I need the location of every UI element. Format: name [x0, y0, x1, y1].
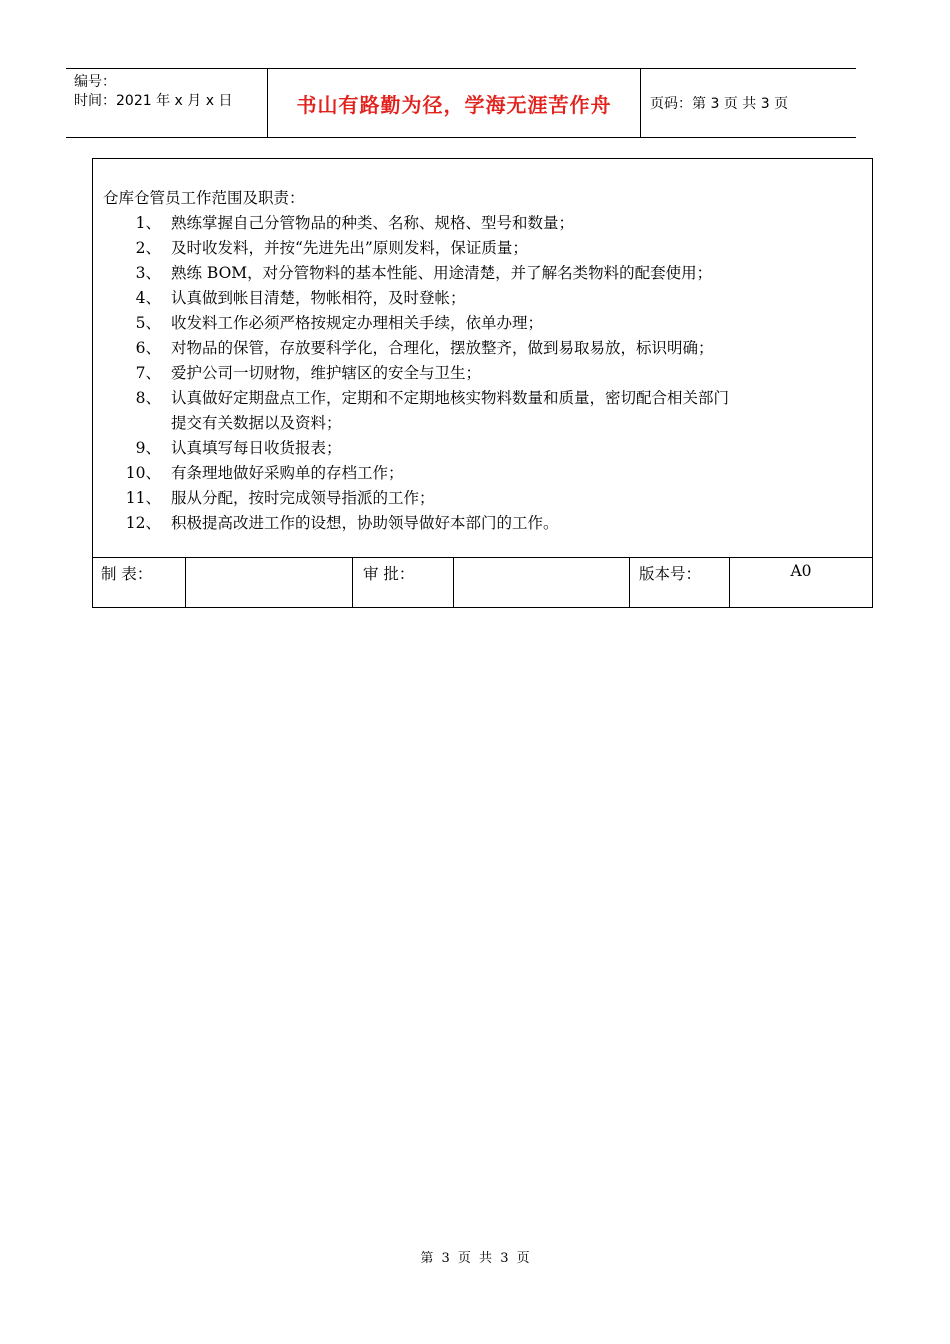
list-item-number: 11、	[125, 489, 161, 507]
list-item-text	[171, 336, 866, 361]
duty-table	[92, 158, 873, 608]
page-footer: 第 3 页 共 3 页	[420, 1251, 530, 1266]
list-item-text	[171, 386, 866, 436]
list-item-line: 认真做到帐目清楚，物帐相符，及时登帐；	[171, 289, 466, 307]
version-label: 版本号：	[639, 565, 702, 583]
list-item-text	[171, 436, 866, 461]
list-item-line: 对物品的保管，存放要科学化，合理化，摆放整齐，做到易取易放，标识明确；	[171, 339, 714, 357]
list-item-text	[171, 236, 866, 261]
list-item-line: 收发料工作必须严格按规定办理相关手续，依单办理；	[171, 314, 544, 332]
list-item-text	[171, 286, 866, 311]
list-item-text	[171, 311, 866, 336]
number-label: 编号：	[74, 74, 116, 90]
list-item-text	[171, 261, 866, 286]
list-item	[103, 511, 866, 536]
time-label: 时间：2021 年 x 月 x 日	[74, 93, 233, 109]
section-title: 仓库仓管员工作范围及职责：	[103, 189, 305, 207]
list-item-number: 1、	[135, 214, 161, 232]
list-item-number: 3、	[135, 264, 161, 282]
duty-content	[103, 186, 866, 536]
approve-value-cell[interactable]	[453, 558, 630, 608]
list-item	[103, 311, 866, 336]
list-item	[103, 486, 866, 511]
list-item-line: 积极提高改进工作的设想，协助领导做好本部门的工作。	[171, 514, 559, 532]
list-item	[103, 336, 866, 361]
list-item	[103, 286, 866, 311]
list-item-number: 12、	[125, 514, 161, 532]
list-item-text	[171, 211, 866, 236]
header-motto: 书山有路勤为径，学海无涯苦作舟	[296, 92, 612, 117]
list-item	[103, 261, 866, 286]
made-by-value-cell[interactable]	[185, 558, 353, 608]
version-value: A0	[790, 562, 812, 580]
list-item-line: 服从分配，按时完成领导指派的工作；	[171, 489, 435, 507]
made-by-label-cell	[93, 558, 185, 608]
signature-row	[93, 557, 872, 608]
list-item-number: 9、	[135, 439, 161, 457]
list-item	[103, 386, 866, 436]
duty-list	[103, 211, 866, 536]
list-item	[103, 236, 866, 261]
list-item-number: 2、	[135, 239, 161, 257]
version-value-cell	[729, 558, 872, 608]
header-meta	[74, 73, 232, 111]
list-item-number: 10、	[125, 464, 161, 482]
approve-label: 审 批：	[363, 565, 415, 583]
list-item-line: 提交有关数据以及资料；	[171, 414, 342, 432]
list-item	[103, 361, 866, 386]
list-item-line: 有条理地做好采购单的存档工作；	[171, 464, 404, 482]
header-divider	[640, 69, 641, 137]
list-item-text	[171, 486, 866, 511]
list-item-number: 8、	[135, 389, 161, 407]
list-item	[103, 211, 866, 236]
list-item-text	[171, 461, 866, 486]
made-by-label: 制 表：	[101, 565, 153, 583]
list-item-line: 认真做好定期盘点工作，定期和不定期地核实物料数量和质量，密切配合相关部门	[171, 389, 730, 407]
page-code: 页码：第 3 页 共 3 页	[650, 96, 789, 112]
list-item-number: 4、	[135, 289, 161, 307]
list-item-line: 熟练掌握自己分管物品的种类、名称、规格、型号和数量；	[171, 214, 575, 232]
list-item	[103, 461, 866, 486]
list-item-text	[171, 511, 866, 536]
approve-label-cell	[352, 558, 454, 608]
list-item-number: 7、	[135, 364, 161, 382]
list-item-line: 爱护公司一切财物，维护辖区的安全与卫生；	[171, 364, 482, 382]
version-label-cell	[629, 558, 730, 608]
page-header	[66, 68, 856, 138]
list-item-number: 5、	[135, 314, 161, 332]
list-item-text	[171, 361, 866, 386]
list-item-line: 认真填写每日收货报表；	[171, 439, 342, 457]
list-item-line: 熟练 BOM，对分管物料的基本性能、用途清楚，并了解名类物料的配套使用；	[171, 264, 713, 282]
list-item-number: 6、	[135, 339, 161, 357]
list-item-line: 及时收发料，并按“先进先出”原则发料，保证质量；	[171, 239, 528, 257]
list-item	[103, 436, 866, 461]
